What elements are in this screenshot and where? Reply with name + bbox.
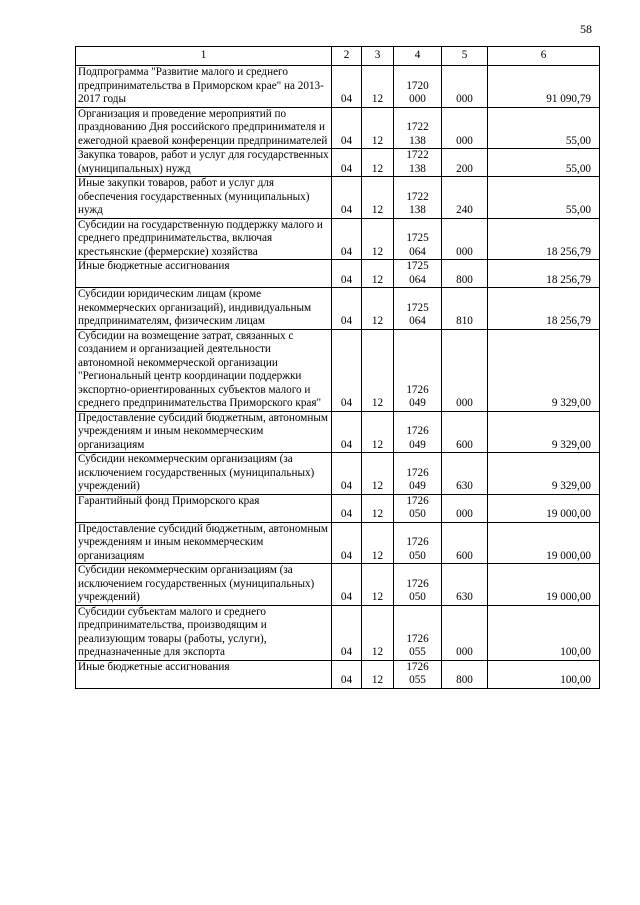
section-code: 04 bbox=[332, 66, 362, 108]
target-article-code: 1726049 bbox=[394, 411, 442, 453]
column-header: 6 bbox=[488, 47, 600, 66]
column-header: 3 bbox=[362, 47, 394, 66]
table-row bbox=[76, 288, 600, 330]
row-description: Иные закупки товаров, работ и услуг для обеспечения государственных (муниципальных) нужд bbox=[76, 177, 332, 219]
amount: 9 329,00 bbox=[488, 329, 600, 411]
expense-type-code: 000 bbox=[442, 329, 488, 411]
row-description: Субсидии некоммерческим организациям (за исключением государственных (муниципальных) учреждений) bbox=[76, 564, 332, 606]
expense-type-code: 800 bbox=[442, 260, 488, 288]
target-article-code: 1725064 bbox=[394, 288, 442, 330]
target-article-code: 1726049 bbox=[394, 453, 442, 495]
column-header: 1 bbox=[76, 47, 332, 66]
row-description: Субсидии некоммерческим организациям (за исключением государственных (муниципальных) учреждений) bbox=[76, 453, 332, 495]
target-article-code: 1720000 bbox=[394, 66, 442, 108]
row-description: Гарантийный фонд Приморского края bbox=[76, 494, 332, 522]
subsection-code: 12 bbox=[362, 177, 394, 219]
subsection-code: 12 bbox=[362, 660, 394, 688]
amount: 19 000,00 bbox=[488, 494, 600, 522]
row-description: Субсидии на государственную поддержку малого и среднего предпринимательства, включая крестьянские (фермерские) хозяйства bbox=[76, 218, 332, 260]
row-description: Субсидии юридическим лицам (кроме некоммерческих организаций), индивидуальным предпринимателям, физическим лицам bbox=[76, 288, 332, 330]
target-article-code: 1725064 bbox=[394, 260, 442, 288]
amount: 18 256,79 bbox=[488, 288, 600, 330]
target-article-code: 1725064 bbox=[394, 218, 442, 260]
amount: 100,00 bbox=[488, 605, 600, 660]
target-article-code: 1722138 bbox=[394, 107, 442, 149]
subsection-code: 12 bbox=[362, 605, 394, 660]
table-row bbox=[76, 66, 600, 108]
amount: 9 329,00 bbox=[488, 453, 600, 495]
table-row bbox=[76, 494, 600, 522]
row-description: Иные бюджетные ассигнования bbox=[76, 260, 332, 288]
subsection-code: 12 bbox=[362, 329, 394, 411]
column-header: 4 bbox=[394, 47, 442, 66]
row-description: Организация и проведение мероприятий по празднованию Дня российского предпринимателя и ежегодной краевой конференции предпринимателей bbox=[76, 107, 332, 149]
target-article-code: 1726050 bbox=[394, 494, 442, 522]
amount: 9 329,00 bbox=[488, 411, 600, 453]
row-description: Иные бюджетные ассигнования bbox=[76, 660, 332, 688]
expense-type-code: 800 bbox=[442, 660, 488, 688]
subsection-code: 12 bbox=[362, 411, 394, 453]
subsection-code: 12 bbox=[362, 260, 394, 288]
subsection-code: 12 bbox=[362, 149, 394, 177]
amount: 55,00 bbox=[488, 149, 600, 177]
section-code: 04 bbox=[332, 329, 362, 411]
section-code: 04 bbox=[332, 288, 362, 330]
section-code: 04 bbox=[332, 218, 362, 260]
subsection-code: 12 bbox=[362, 564, 394, 606]
table-row bbox=[76, 660, 600, 688]
expense-type-code: 000 bbox=[442, 107, 488, 149]
table-row bbox=[76, 329, 600, 411]
section-code: 04 bbox=[332, 660, 362, 688]
section-code: 04 bbox=[332, 411, 362, 453]
table-row bbox=[76, 564, 600, 606]
expense-type-code: 600 bbox=[442, 411, 488, 453]
target-article-code: 1726050 bbox=[394, 522, 442, 564]
target-article-code: 1722138 bbox=[394, 177, 442, 219]
subsection-code: 12 bbox=[362, 288, 394, 330]
expense-type-code: 240 bbox=[442, 177, 488, 219]
table-row bbox=[76, 107, 600, 149]
section-code: 04 bbox=[332, 177, 362, 219]
target-article-code: 1722138 bbox=[394, 149, 442, 177]
amount: 18 256,79 bbox=[488, 260, 600, 288]
row-description: Субсидии на возмещение затрат, связанных с созданием и организацией деятельности автономной некоммерческой организации "Региональный центр координации поддержки экспортно-ориентированных субъектов малого и среднего предпринимательства Приморского края" bbox=[76, 329, 332, 411]
row-description: Предоставление субсидий бюджетным, автономным учреждениям и иным некоммерческим организациям bbox=[76, 411, 332, 453]
section-code: 04 bbox=[332, 522, 362, 564]
expense-type-code: 000 bbox=[442, 218, 488, 260]
section-code: 04 bbox=[332, 107, 362, 149]
expense-type-code: 000 bbox=[442, 605, 488, 660]
subsection-code: 12 bbox=[362, 522, 394, 564]
subsection-code: 12 bbox=[362, 107, 394, 149]
row-description: Закупка товаров, работ и услуг для государственных (муниципальных) нужд bbox=[76, 149, 332, 177]
target-article-code: 1726049 bbox=[394, 329, 442, 411]
amount: 19 000,00 bbox=[488, 564, 600, 606]
table-row bbox=[76, 149, 600, 177]
table-row bbox=[76, 453, 600, 495]
table-header-row bbox=[76, 47, 600, 66]
target-article-code: 1726050 bbox=[394, 564, 442, 606]
expense-type-code: 630 bbox=[442, 453, 488, 495]
target-article-code: 1726055 bbox=[394, 605, 442, 660]
budget-table bbox=[75, 46, 600, 689]
section-code: 04 bbox=[332, 564, 362, 606]
subsection-code: 12 bbox=[362, 453, 394, 495]
section-code: 04 bbox=[332, 605, 362, 660]
expense-type-code: 000 bbox=[442, 66, 488, 108]
amount: 55,00 bbox=[488, 177, 600, 219]
table-row bbox=[76, 605, 600, 660]
expense-type-code: 810 bbox=[442, 288, 488, 330]
column-header: 5 bbox=[442, 47, 488, 66]
table-row bbox=[76, 218, 600, 260]
expense-type-code: 200 bbox=[442, 149, 488, 177]
amount: 91 090,79 bbox=[488, 66, 600, 108]
subsection-code: 12 bbox=[362, 66, 394, 108]
subsection-code: 12 bbox=[362, 218, 394, 260]
section-code: 04 bbox=[332, 453, 362, 495]
amount: 55,00 bbox=[488, 107, 600, 149]
table-row bbox=[76, 522, 600, 564]
expense-type-code: 630 bbox=[442, 564, 488, 606]
subsection-code: 12 bbox=[362, 494, 394, 522]
table-row bbox=[76, 260, 600, 288]
section-code: 04 bbox=[332, 494, 362, 522]
row-description: Подпрограмма "Развитие малого и среднего предпринимательства в Приморском крае" на 2013-2017 годы bbox=[76, 66, 332, 108]
amount: 18 256,79 bbox=[488, 218, 600, 260]
section-code: 04 bbox=[332, 260, 362, 288]
target-article-code: 1726055 bbox=[394, 660, 442, 688]
table-row bbox=[76, 177, 600, 219]
row-description: Предоставление субсидий бюджетным, автономным учреждениям и иным некоммерческим организациям bbox=[76, 522, 332, 564]
expense-type-code: 000 bbox=[442, 494, 488, 522]
section-code: 04 bbox=[332, 149, 362, 177]
expense-type-code: 600 bbox=[442, 522, 488, 564]
page-number: 58 bbox=[580, 22, 592, 36]
amount: 19 000,00 bbox=[488, 522, 600, 564]
column-header: 2 bbox=[332, 47, 362, 66]
table-row bbox=[76, 411, 600, 453]
amount: 100,00 bbox=[488, 660, 600, 688]
row-description: Субсидии субъектам малого и среднего предпринимательства, производящим и реализующим товары (работы, услуги), предназначенные для экспорта bbox=[76, 605, 332, 660]
